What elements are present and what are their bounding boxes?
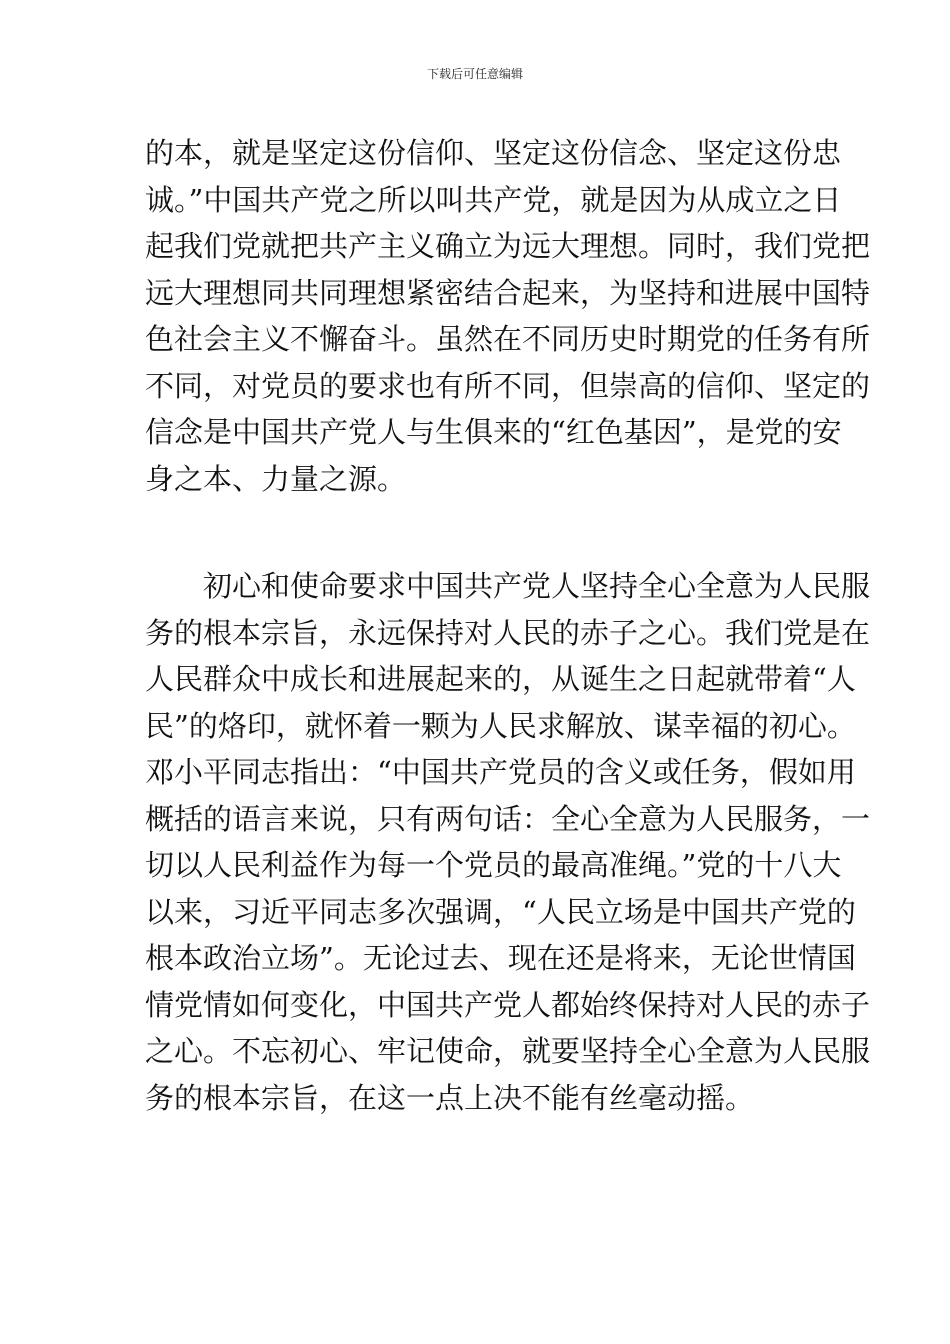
paragraph-line: 初心和使命要求中国共产党人坚持全心全意为人民服: [203, 569, 871, 603]
paragraph-line: 人民群众中成长和进展起来的，从诞生之日起就带着“人: [145, 662, 856, 696]
paragraph-line: 民”的烙印，就怀着一颗为人民求解放、谋幸福的初心。: [145, 708, 856, 743]
page-header-note: 下载后可任意编辑: [426, 67, 523, 81]
paragraph-line: 诚。”中国共产党之所以叫共产党，就是因为从成立之日: [145, 182, 842, 217]
paragraph-line: 切以人民利益作为每一个党员的最高准绳。”党的十八大: [145, 848, 842, 882]
paragraph-line: 以来，习近平同志多次强调，“人民立场是中国共产党的: [145, 894, 856, 929]
paragraph-line: 色社会主义不懈奋斗。虽然在不同历史时期党的任务有所: [145, 322, 871, 356]
paragraph-line: 之心。不忘初心、牢记使命，就要坚持全心全意为人民服: [145, 1034, 871, 1068]
paragraph-line: 情党情如何变化，中国共产党人都始终保持对人民的赤子: [145, 987, 871, 1022]
paragraph-line: 根本政治立场”。无论过去、现在还是将来，无论世情国: [145, 941, 856, 975]
paragraph-line: 的本，就是坚定这份信仰、坚定这份信念、坚定这份忠: [145, 136, 842, 170]
document-body: [145, 130, 871, 1121]
paragraph-line: 信念是中国共产党人与生俱来的“红色基因”，是党的安: [145, 415, 842, 449]
paragraph-line: 概括的语言来说，只有两句话：全心全意为人民服务，一: [145, 801, 871, 836]
paragraph-2: [145, 563, 871, 1121]
paragraph-spacer: [145, 502, 810, 563]
paragraph-line: 务的根本宗旨，永远保持对人民的赤子之心。我们党是在: [145, 615, 871, 650]
paragraph-1: [145, 130, 871, 502]
paragraph-line: 远大理想同共同理想紧密结合起来，为坚持和进展中国特: [145, 275, 871, 310]
paragraph-line: 身之本、力量之源。: [145, 461, 407, 496]
paragraph-line: 务的根本宗旨，在这一点上决不能有丝毫动摇。: [145, 1080, 755, 1115]
paragraph-line: 邓小平同志指出：“中国共产党员的含义或任务，假如用: [145, 755, 856, 789]
paragraph-line: 起我们党就把共产主义确立为远大理想。同时，我们党把: [145, 229, 871, 263]
paragraph-line: 不同，对党员的要求也有所不同，但崇高的信仰、坚定的: [145, 368, 871, 403]
